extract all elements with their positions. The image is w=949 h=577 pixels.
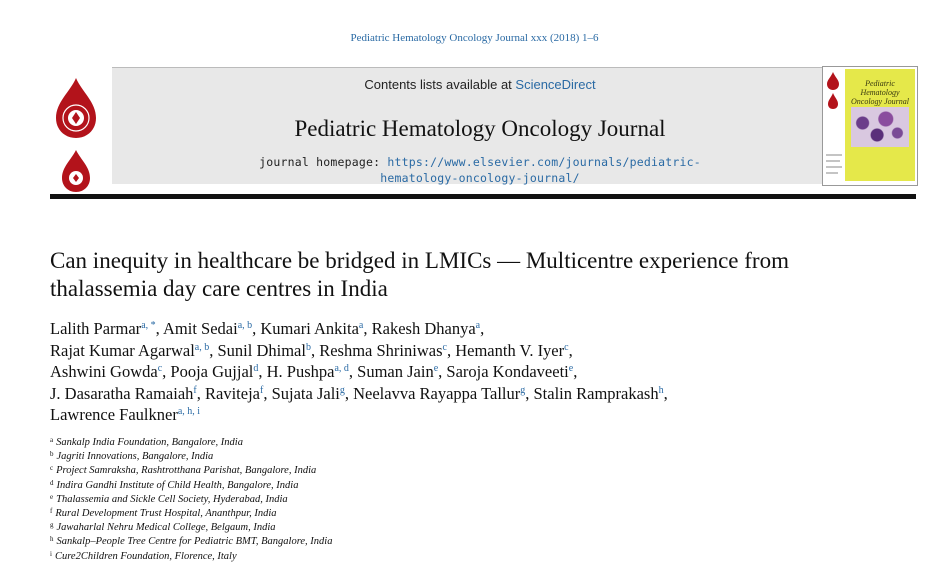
affiliation-key: i (50, 549, 52, 558)
affiliation-text: Thalassemia and Sickle Cell Society, Hyderabad, India (56, 493, 288, 505)
affiliation-text: Cure2Children Foundation, Florence, Italy (54, 550, 237, 562)
cover-logo-icon (825, 71, 841, 111)
affiliation-text: Sankalp India Foundation, Bangalore, India (56, 437, 243, 448)
cover-text-lines (823, 151, 845, 181)
author-name[interactable]: Stalin Ramprakash (533, 383, 659, 403)
author-name[interactable]: Hemanth V. Iyer (455, 340, 565, 360)
author-name[interactable]: Sunil Dhimal (217, 340, 306, 360)
cover-panel (845, 69, 915, 181)
author-name[interactable]: Sujata Jali (271, 383, 340, 403)
author-affiliation-marker[interactable]: a, b (237, 320, 253, 331)
homepage-url-part-2[interactable]: hematology-oncology-journal/ (380, 171, 580, 185)
author-name[interactable]: H. Pushpa (266, 362, 335, 381)
author-affiliation-marker[interactable]: e (433, 363, 439, 374)
author-affiliation-marker[interactable]: a, b (194, 341, 210, 353)
affiliation-item (50, 464, 910, 478)
author-affiliation-marker[interactable]: g (339, 384, 345, 396)
journal-banner (112, 67, 848, 184)
author-name[interactable]: Lawrence Faulkner (50, 405, 178, 424)
article-title: Can inequity in healthcare be bridged in LMICs — Multicentre experience from thalassemia day care centres in India (50, 248, 789, 301)
affiliation-key: a (50, 436, 54, 444)
affiliation-item (50, 493, 910, 507)
header-rule (50, 194, 916, 199)
author-affiliation-marker[interactable]: a, * (141, 320, 156, 331)
running-head: Pediatric Hematology Oncology Journal xxx (2018) 1–6 (350, 32, 599, 44)
affiliation-key: e (50, 492, 54, 501)
author-list: Lalith Parmar$^{a, *}$, Amit Sedai$^{a, b}$, Kumari Ankita$^a$, Rakesh Dhanya$^a$, Rajat Kumar Agarwal$^{a, b}$, Sunil Dhimal$^b$, Reshma Shriniwas$^c$, Hemanth V. Iyer$^c$, Ashwini Gowda$^c$, Pooja Gujjal$^d$, H. Pushpa$^{a, d}$, Suman Jain$^e$, Saroja Kondaveeti$^e$, J. Dasaratha Ramaiah$^f$, Raviteja$^f$, Sujata Jali$^g$, Neelavva Rayappa Tallur$^g$, Stalin Ramprakash$^h$, Lawrence Faulkner$^{a, h, i}$ (50, 319, 668, 424)
author-affiliation-marker[interactable]: f (193, 384, 197, 396)
affiliation-key: f (50, 507, 53, 516)
affiliation-text: Jagriti Innovations, Bangalore, India (56, 451, 214, 463)
journal-cover-thumbnail[interactable] (822, 66, 918, 186)
author-affiliation-marker[interactable]: c (157, 363, 163, 374)
contents-line (112, 77, 848, 92)
contents-prefix: Contents lists available at (364, 77, 516, 92)
affiliation-key: b (50, 450, 54, 459)
author-affiliation-marker[interactable]: g (520, 384, 526, 396)
author-affiliation-marker[interactable]: a, d (334, 363, 349, 374)
affiliation-key: g (50, 521, 54, 530)
author-affiliation-marker[interactable]: f (259, 384, 264, 396)
author-name[interactable]: Reshma Shriniwas (319, 340, 443, 360)
homepage-label: journal homepage: (259, 155, 388, 169)
journal-name: Pediatric Hematology Oncology Journal (294, 116, 666, 141)
affiliation-text: Project Samraksha, Rashtrotthana Parishat, Bangalore, India (56, 465, 317, 477)
author-affiliation-marker[interactable]: e (568, 363, 574, 374)
author-name[interactable]: Kumari Ankita (260, 319, 359, 338)
affiliation-text: Jawaharlal Nehru Medical College, Belgaum, India (56, 522, 276, 534)
author-affiliation-marker[interactable]: a (358, 320, 364, 331)
author-name[interactable]: Rakesh Dhanya (371, 319, 476, 338)
author-affiliation-marker[interactable]: a (475, 320, 481, 331)
author-name[interactable]: Lalith Parmar (50, 319, 142, 338)
affiliation-item (50, 507, 910, 521)
journal-masthead (50, 64, 916, 199)
author-name[interactable]: Raviteja (205, 383, 260, 403)
affiliation-item (50, 436, 910, 450)
affiliation-item (50, 535, 910, 549)
cover-title: Pediatric Hematology Oncology Journal (851, 79, 909, 106)
cover-micrograph-image (851, 107, 909, 147)
society-logo-icon (50, 74, 102, 196)
affiliation-text: Sankalp–People Tree Centre for Pediatric BMT, Bangalore, India (56, 536, 333, 548)
author-affiliation-marker[interactable]: h (658, 384, 664, 396)
affiliation-item (50, 479, 910, 493)
affiliation-text: Rural Development Trust Hospital, Ananthpur, India (55, 508, 277, 520)
homepage-url-part-1[interactable]: https://www.elsevier.com/journals/pediatric- (387, 155, 701, 169)
author-name[interactable]: Neelavva Rayappa Tallur (353, 383, 521, 403)
author-name[interactable]: Pooja Gujjal (170, 362, 254, 381)
author-name[interactable]: J. Dasaratha Ramaiah (50, 383, 194, 403)
author-affiliation-marker[interactable]: b (305, 341, 311, 353)
author-name[interactable]: Amit Sedai (162, 319, 238, 338)
author-name[interactable]: Saroja Kondaveeti (446, 362, 569, 381)
author-affiliation-marker[interactable]: c (442, 341, 447, 353)
sciencedirect-link[interactable]: ScienceDirect (515, 77, 596, 92)
affiliation-item (50, 521, 910, 535)
affiliation-key: h (50, 535, 54, 544)
author-affiliation-marker[interactable]: a, h, i (177, 406, 201, 417)
affiliation-item (50, 450, 910, 464)
author-name[interactable]: Suman Jain (357, 362, 434, 381)
author-affiliation-marker[interactable]: d (253, 363, 259, 374)
affiliation-list (50, 436, 910, 564)
affiliation-item (50, 550, 910, 564)
journal-homepage (112, 154, 848, 186)
author-name[interactable]: Rajat Kumar Agarwal (50, 340, 195, 360)
author-name[interactable]: Ashwini Gowda (50, 362, 158, 381)
affiliation-key: d (50, 478, 54, 487)
affiliation-text: Indira Gandhi Institute of Child Health, Bangalore, India (56, 479, 299, 491)
affiliation-key: c (50, 464, 54, 473)
author-affiliation-marker[interactable]: c (564, 341, 569, 353)
